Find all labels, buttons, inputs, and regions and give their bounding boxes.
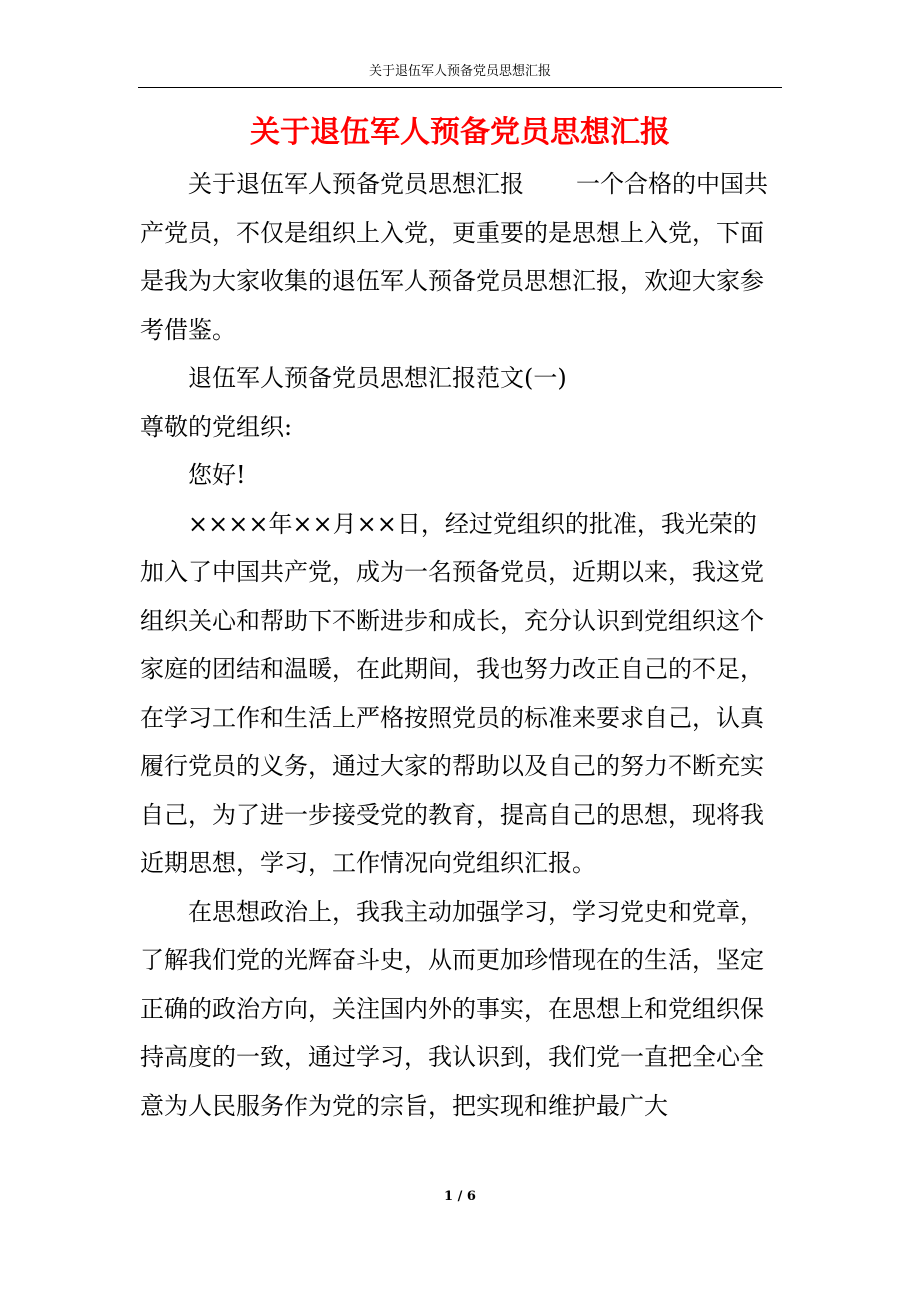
body-paragraph-2: 在思想政治上，我我主动加强学习，学习党史和党章，了解我们党的光辉奋斗史，从而更加珍惜现在的生活，坚定正确的政治方向，关注国内外的事实，在思想上和党组织保持高度的一致，通过学习，我认识到，我们党一直把全心全意为人民服务作为党的宗旨，把实现和维护最广大 [140, 897, 764, 1120]
body-paragraph-1: ××××年××月××日，经过党组织的批准，我光荣的加入了中国共产党，成为一名预备党员，近期以来，我这党组织关心和帮助下不断进步和成长，充分认识到党组织这个家庭的团结和温暖，在此期间，我也努力改正自己的不足，在学习工作和生活上严格按照党员的标准来要求自己，认真履行党员的义务，通过大家的帮助以及自己的努力不断充实自己，为了进一步接受党的教育，提高自己的思想，现将我近期思想，学习，工作情况向党组织汇报。 [140, 509, 764, 877]
salutation: 尊敬的党组织: [140, 412, 293, 441]
document-title: 关于退伍军人预备党员思想汇报 [250, 115, 670, 150]
running-header: 关于退伍军人预备党员思想汇报 [368, 64, 551, 79]
intro-paragraph [140, 160, 780, 354]
intro-title-text: 关于退伍军人预备党员思想汇报 [188, 170, 524, 198]
header-divider [138, 87, 782, 88]
intro-text: 一个合格的中国共产党员，不仅是组织上入党，更重要的是思想上入党，下面是我为大家收集的退伍军人预备党员思想汇报，欢迎大家参考借鉴。 [140, 170, 768, 344]
section-heading: 退伍军人预备党员思想汇报范文(一) [188, 364, 567, 392]
document-body [140, 160, 780, 1130]
greeting: 您好! [188, 461, 246, 489]
page-number: 1 / 6 [444, 1189, 476, 1204]
